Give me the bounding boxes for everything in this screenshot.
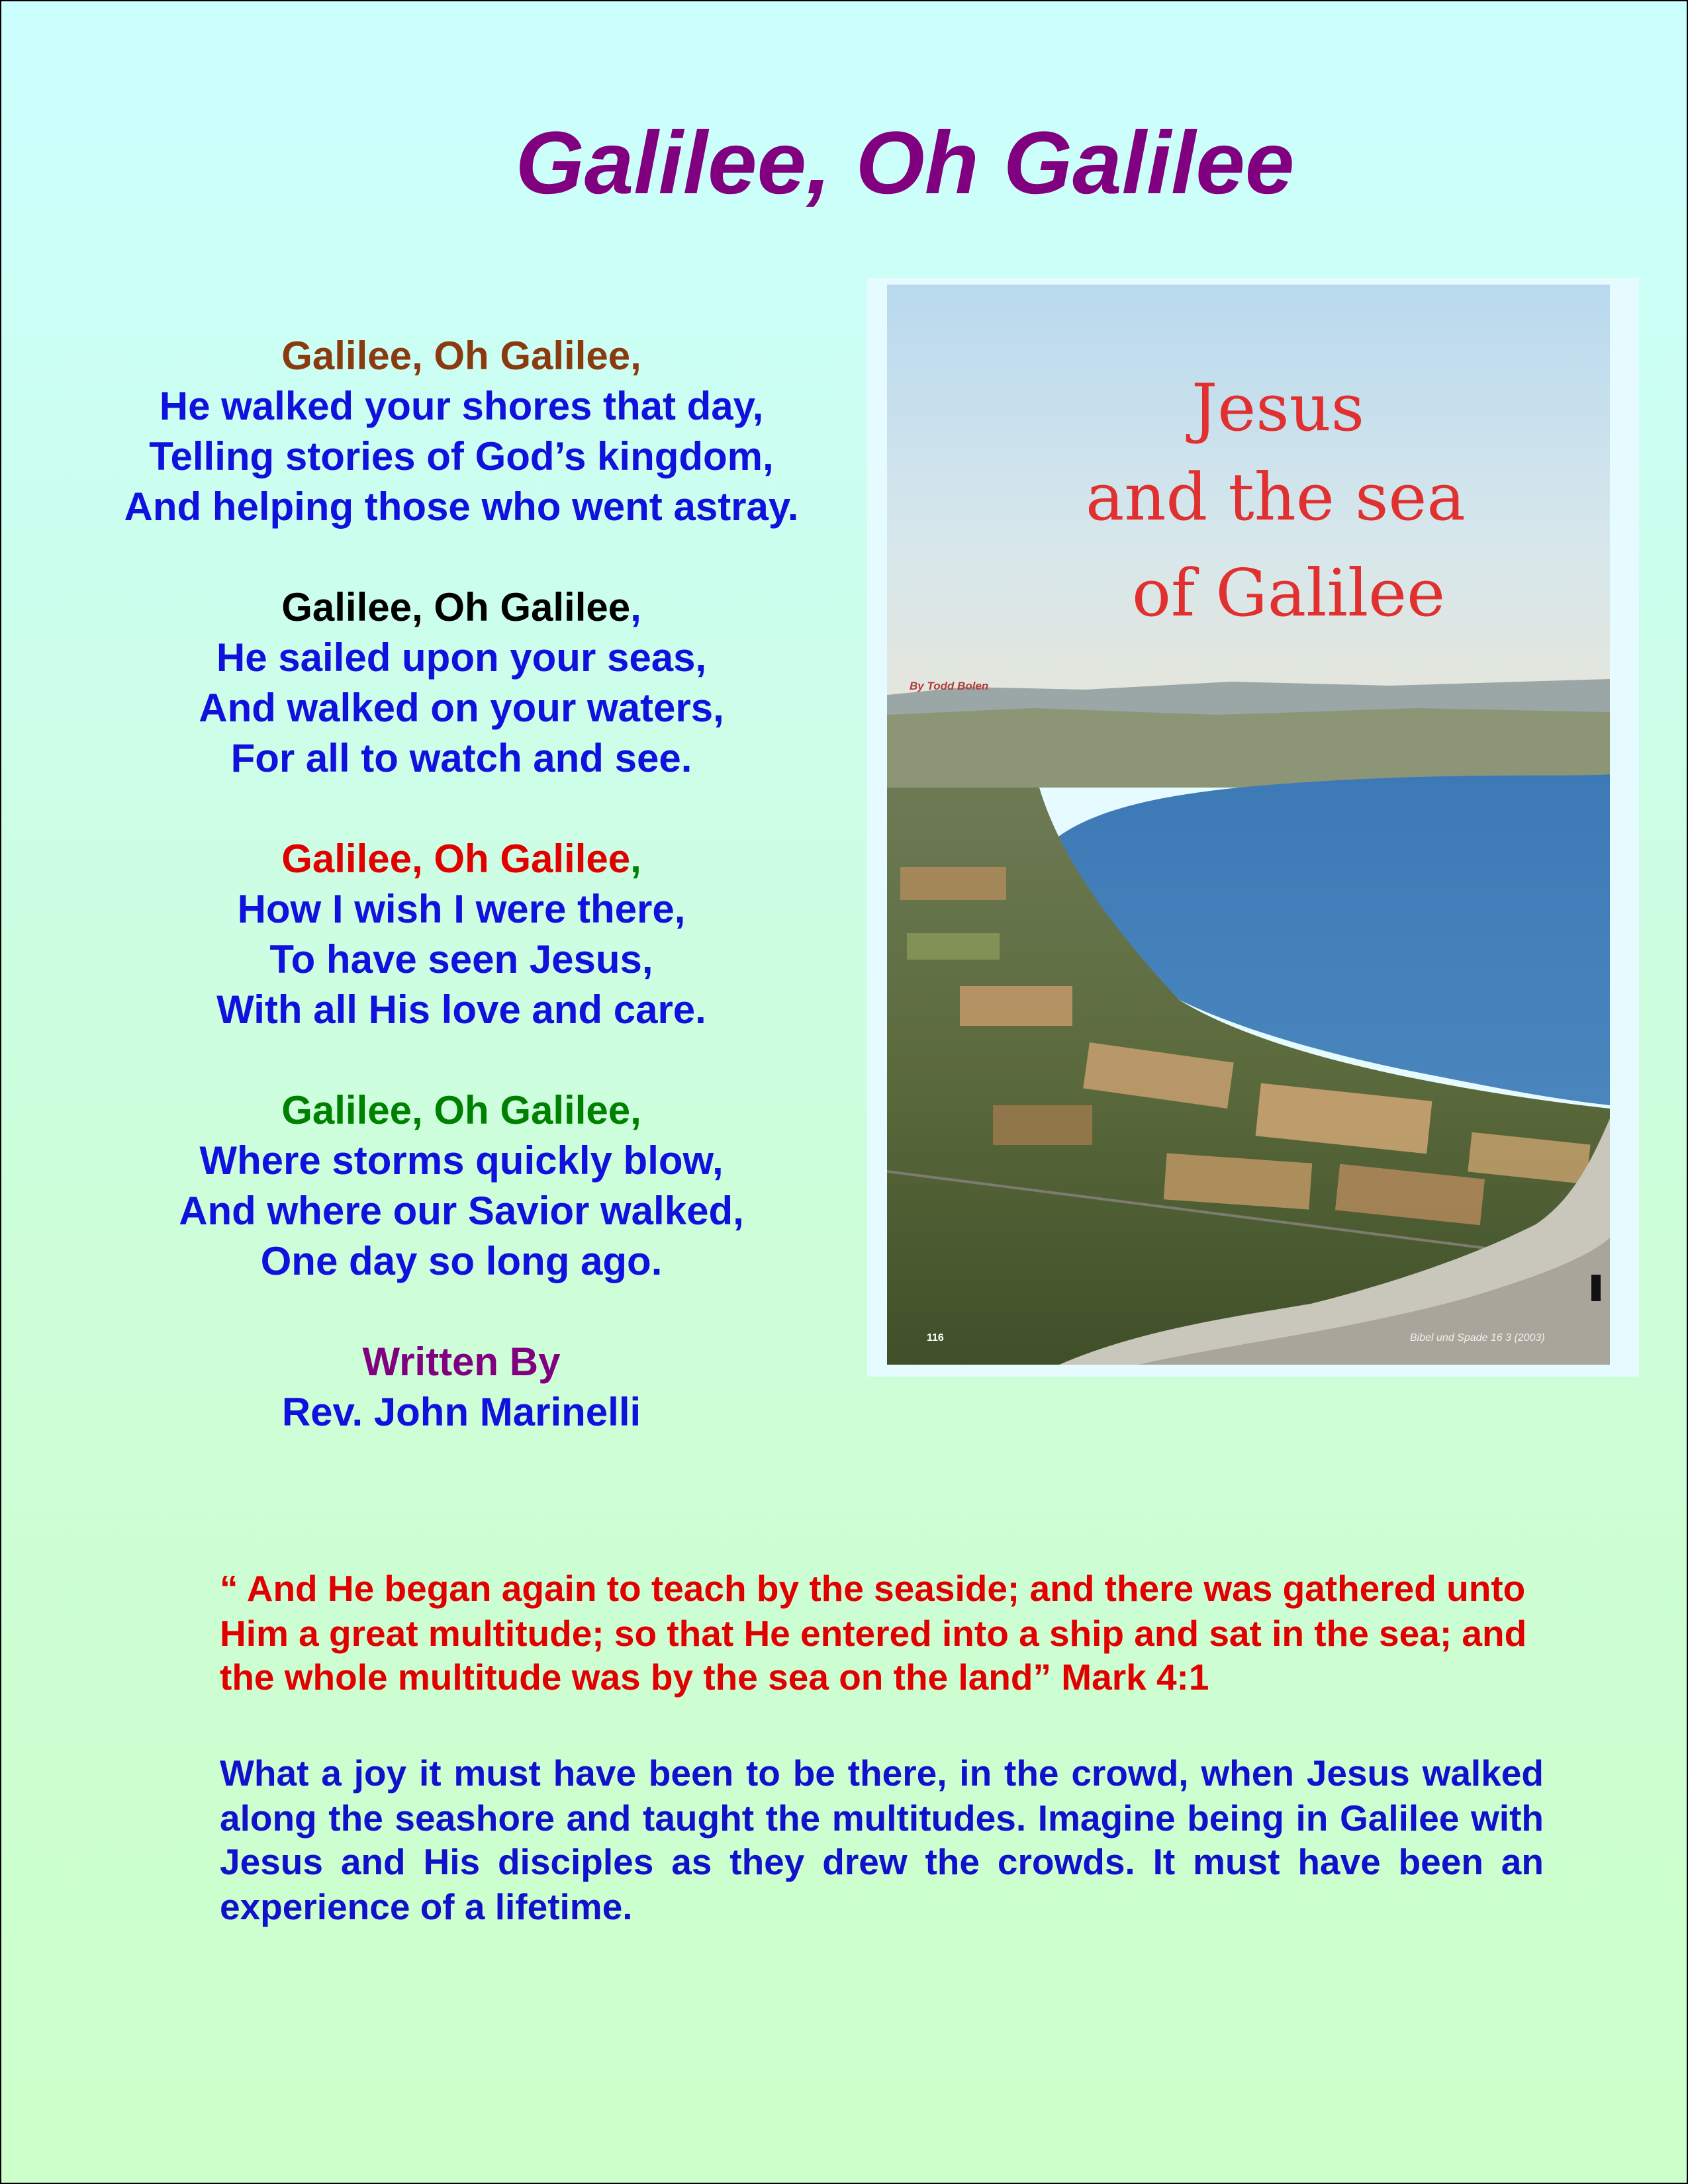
refrain-3 (54, 834, 868, 884)
verse-line: Where storms quickly blow, (199, 1138, 724, 1183)
photo-byline: By Todd Bolen (910, 680, 989, 692)
stanza-4 (54, 1085, 868, 1287)
verse-line: For all to watch and see. (230, 736, 692, 780)
verse-line: To have seen Jesus, (269, 937, 653, 981)
verse-line: One day so long ago. (260, 1239, 663, 1283)
page-title: Galilee, Oh Galilee (515, 114, 1295, 212)
refrain-1: Galilee, Oh Galilee, (281, 334, 641, 378)
galilee-photo-frame (867, 278, 1639, 1377)
poem (54, 331, 868, 1437)
photo-page-number: 116 (927, 1332, 944, 1343)
scripture-quote: “ And He began again to teach by the seaside; and there was gathered unto Him a great multitude; so that He entered into a ship and sat in the sea; and the whole multitude was by the sea on the land” Mark 4:1 (220, 1568, 1527, 1698)
stanza-3 (54, 834, 868, 1035)
verse-line: He sailed upon your seas, (216, 635, 707, 680)
stanza-2 (54, 582, 868, 784)
refrain-2 (54, 582, 868, 633)
refrain-2-text: Galilee, Oh Galilee (281, 585, 631, 629)
verse-line: How I wish I were there, (237, 887, 686, 931)
refrain-3-comma: , (630, 837, 641, 881)
photo-title-line-2: and the sea (1086, 460, 1466, 535)
photo-title-line-3: of Galilee (1132, 556, 1446, 631)
refrain-4: Galilee, Oh Galilee, (281, 1088, 641, 1132)
written-by-label: Written By (362, 1340, 561, 1384)
reflection-paragraph: What a joy it must have been to be there, in the crowd, when Jesus walked along the seashore and taught the multitudes. Imagine being in Galilee with Jesus and His disciples as they drew the crowds. It must have been an experience of a lifetime. (220, 1752, 1544, 1927)
landscape-photo-icon (887, 285, 1610, 1365)
photo-source: Bibel und Spade 16 3 (2003) (1410, 1332, 1545, 1343)
photo-title-line-1: Jesus (1192, 371, 1364, 446)
author-name: Rev. John Marinelli (281, 1390, 641, 1434)
verse-line: With all His love and care. (216, 987, 706, 1032)
verse-line: He walked your shores that day, (159, 384, 764, 428)
author-credit (54, 1337, 868, 1437)
verse-line: And helping those who went astray. (124, 484, 799, 529)
verse-line: And where our Savior walked, (179, 1189, 744, 1233)
refrain-2-comma: , (630, 585, 641, 629)
stanza-1 (54, 331, 868, 532)
refrain-3-text: Galilee, Oh Galilee (281, 837, 631, 881)
verse-line: And walked on your waters, (199, 686, 724, 730)
verse-line: Telling stories of God’s kingdom, (149, 434, 774, 478)
